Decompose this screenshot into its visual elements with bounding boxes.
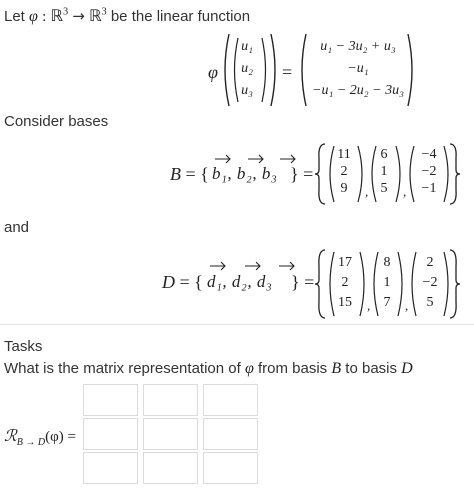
matrix-input-r1c2[interactable] — [143, 384, 198, 416]
bases-label: Consider bases — [4, 113, 109, 130]
vector-entry: −1 — [421, 181, 437, 196]
intro-line — [4, 6, 250, 26]
vector-arrows-d — [205, 257, 300, 271]
basis-b-right-brace — [450, 144, 460, 204]
divider — [0, 324, 474, 325]
basis-d-vector-1 — [331, 253, 359, 313]
vector-entry: 1 — [383, 275, 391, 290]
arrow-d1 — [210, 262, 225, 270]
vector-entry: 15 — [338, 295, 352, 310]
vector-entry: 5 — [426, 295, 434, 310]
matrix-input-r1c1[interactable] — [83, 384, 138, 416]
space-exponent: 3 — [101, 6, 107, 18]
intro-prefix: Let — [4, 8, 25, 25]
vector-entry: 11 — [337, 147, 351, 162]
phi-symbol: φ — [244, 360, 254, 377]
matrix-input-r1c3[interactable] — [203, 384, 258, 416]
arrow-d2 — [245, 262, 260, 270]
arrow-symbol: → — [72, 7, 85, 25]
matrix-rep-subscript: B → D — [16, 437, 46, 448]
basis-d-vectors-text: d₁, d₂, d₃ — [207, 272, 273, 291]
b2-paren-r — [396, 146, 400, 202]
arrow-b1 — [215, 155, 230, 163]
equals-sign: = — [282, 62, 293, 82]
vector-entry: 17 — [338, 255, 352, 270]
basis-b-vector-2 — [373, 146, 395, 197]
matrix-input-r3c1[interactable] — [83, 452, 138, 484]
to-basis: D — [401, 360, 413, 377]
comma: , — [365, 184, 369, 199]
basis-d-name: D — [162, 272, 175, 292]
vector-entry: 8 — [383, 255, 391, 270]
matrix-input-r2c3[interactable] — [203, 418, 258, 450]
task-question — [4, 360, 413, 378]
vector-entry: 1 — [380, 164, 388, 179]
matrix-input-r2c2[interactable] — [143, 418, 198, 450]
basis-d-vector-2 — [376, 253, 398, 313]
outer-paren-left — [225, 34, 229, 106]
output-row-1: u₁ − 3u₂ + u₃ — [320, 39, 396, 54]
and-label: and — [4, 219, 30, 236]
phi-symbol: φ — [208, 62, 218, 82]
outer-paren-right — [271, 34, 275, 106]
matrix-rep-symbol: ℛ — [4, 428, 17, 445]
inner-paren-right — [262, 38, 266, 102]
vector-entry: 9 — [340, 181, 348, 196]
space-exponent: 3 — [63, 6, 69, 18]
colon: : — [42, 9, 47, 25]
basis-d-right-brace — [450, 250, 460, 318]
space-symbol: ℝ — [50, 8, 64, 25]
vector-entry: 6 — [380, 147, 388, 162]
answer-label — [4, 426, 76, 448]
d1-paren-r — [360, 252, 364, 316]
question-to: to basis — [345, 360, 397, 377]
arrow-b3 — [280, 155, 295, 163]
matrix-input-r3c2[interactable] — [143, 452, 198, 484]
vector-entry: 2 — [341, 275, 349, 290]
basis-d-vector-3 — [414, 253, 446, 313]
arrow-b2 — [248, 155, 263, 163]
output-row-2: −u₁ — [347, 61, 369, 76]
intro-suffix: be the linear function — [110, 8, 251, 25]
matrix-input-r3c3[interactable] — [203, 452, 258, 484]
basis-d-close: } = — [291, 272, 315, 292]
codomain-space — [89, 8, 107, 25]
d2-paren-r — [398, 252, 402, 316]
space-symbol: ℝ — [89, 8, 102, 25]
basis-b-vector-1 — [330, 146, 358, 197]
comma: , — [405, 298, 409, 313]
question-mid: from basis — [257, 360, 328, 377]
input-u1: u₁ — [241, 39, 253, 54]
vector-entry: 2 — [340, 164, 348, 179]
basis-b-vectors-text: b₁, b₂, b₃ — [212, 164, 278, 183]
basis-b-name: B — [170, 164, 181, 184]
question-text: What is the matrix representation of — [4, 360, 241, 377]
matrix-input-r2c1[interactable] — [83, 418, 138, 450]
matrix-rep-arg: (φ) = — [45, 429, 76, 445]
basis-b-lhs: B = { — [170, 164, 209, 184]
vector-entry: −4 — [421, 147, 437, 162]
comma: , — [403, 184, 407, 199]
output-vector — [306, 38, 410, 99]
basis-b-close: } = — [290, 164, 314, 184]
basis-b-left-brace — [315, 144, 325, 204]
basis-d-left-brace — [315, 250, 325, 318]
vector-entry: 5 — [380, 181, 388, 196]
phi-symbol: φ — [29, 8, 38, 25]
vector-entry: −2 — [421, 164, 437, 179]
basis-d-lhs: D = { — [162, 272, 203, 292]
vector-arrows-b — [210, 150, 300, 164]
vector-entry: −2 — [422, 275, 438, 290]
vector-entry: 2 — [426, 255, 434, 270]
tasks-heading: Tasks — [4, 338, 43, 355]
basis-b-vector-3 — [412, 146, 446, 197]
input-vector — [236, 38, 258, 99]
comma: , — [367, 298, 371, 313]
vector-entry: 7 — [383, 295, 391, 310]
arrow-d3 — [279, 262, 294, 270]
input-u2: u₂ — [241, 61, 253, 76]
input-u3: u₃ — [241, 83, 253, 98]
b1-paren-r — [358, 146, 362, 202]
domain-space — [50, 8, 68, 25]
output-row-3: −u₁ − 2u₂ − 3u₃ — [312, 83, 404, 98]
from-basis: B — [331, 360, 342, 377]
